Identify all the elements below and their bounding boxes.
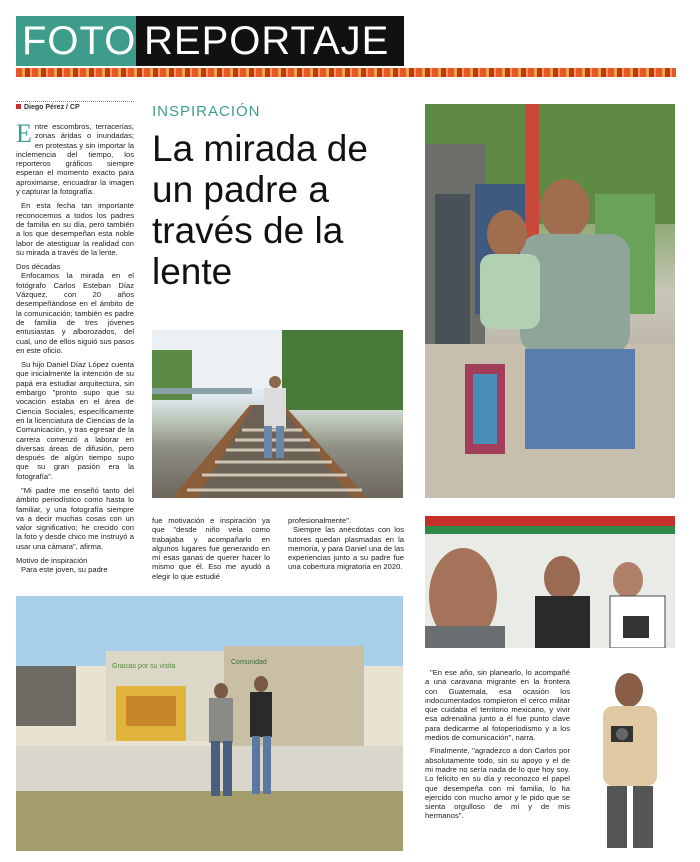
photo-father-and-son <box>425 104 675 498</box>
paragraph: Finalmente, "agradezco a don Carlos por absolutamente todo, sin su apoyo y el de mi madre no sería nada de lo que hoy soy. Lo felicito en su día y reconozco el papel que desempeña con mi familia, lo ha ejercido con mucho amor y le pido que se sienta orgulloso de mí y de mis hermanos". <box>425 746 570 821</box>
paragraph: Enfocamos la mirada en el fotógrafo Carlos Esteban Díaz Vázquez, con 20 años desempeñándose en el ámbito de la comunicación; también es padre de familia de tres jóvenes entusiastas y alborozados, del cual, uno de ellos siguió sus pasos en este oficio. <box>16 271 134 355</box>
paragraph: "Mi padre me enseñó tanto del ámbito periodístico como hasta lo familiar, y una fotografía siempre va a decir muchas cosas con un valor significativo; he crecido con la foto y desde chico me instruyó a usar una cámara", afirma. <box>16 485 134 551</box>
mural-sign: Comunidad <box>231 659 267 666</box>
kicker: INSPIRACIÓN <box>152 103 261 120</box>
article-column-1 <box>16 119 134 580</box>
subhead: Motivo de inspiración <box>16 556 88 566</box>
section-label-reportaje: REPORTAJE <box>136 16 404 66</box>
paragraph: Su hijo Daniel Díaz López cuenta que inicialmente la intención de su papá era estudiar arquitectura, sin embargo "pronto supo que su vocación estaba en el área de Ciencia Sociales, específicamente en la licenciatura de Ciencias de la Comunicación, y tras egresar de la carrera comenzó a laborar en diversas áreas de difusión, pero después de algún tiempo supo que su gran pasión era la fotografía". <box>16 360 134 481</box>
section-label-foto: FOTO <box>16 16 136 66</box>
paragraph: ntre escombros, terracerías, zonas áridas o inundadas; en protestas y sin importar la inclemencia del tiempo, los reporteros gráficos siempre esperan el momento exacto para aproximarse, encuadrar la imagen y capturar la fotografía. <box>16 122 134 197</box>
photo-man-with-camera <box>583 668 675 851</box>
paragraph: Siempre las anécdotas con los tutores quedan plasmadas en la memoria, y para Daniel una de las experiencias junto a su padre fue una cobertura migratoria en 2020. <box>288 525 404 572</box>
decorative-band <box>16 68 676 77</box>
article-column-3 <box>288 516 404 572</box>
article-column-2: fue motivación e inspiración ya que "desde niño veía como trabajaba y acompañarlo en algunos lugares fue generando en mí esas ganas de querer hacer lo mismo que él. Eso me ayudó a elegir lo que estudié <box>152 516 270 581</box>
paragraph: "En ese año, sin planearlo, lo acompañé a una caravana migrante en la frontera con Guatemala, esa ocasión los indocumentados rompieron el cerco militar que cuidaba el territorio mexicano, y vivir esa adrenalina junto a él fue punto clave para dedicarme al fotoperiodismo y a los medios de comunicación", narra. <box>425 668 570 743</box>
photo-selfie <box>425 516 675 648</box>
paragraph: profesionalmente". <box>288 516 352 525</box>
byline: Diego Pérez / CP <box>16 104 80 111</box>
byline-rule <box>16 101 134 102</box>
dropcap: E <box>16 119 32 148</box>
photo-walking-mural <box>16 596 403 851</box>
article-column-4 <box>425 668 570 821</box>
paragraph: En esta fecha tan importante reconocemos a todos los padres de familia en su día, pero también a los que desempeñan esta noble labor de atestiguar la realidad con su mirada a través de la lente. <box>16 201 134 257</box>
paragraph: Para este joven, su padre <box>21 565 108 575</box>
building-sign: Gracias por su visita <box>112 663 176 670</box>
headline: La mirada de un padre a través de la lente <box>152 128 368 292</box>
subhead: Dos décadas <box>16 262 61 272</box>
photo-railway-tracks <box>152 330 403 498</box>
